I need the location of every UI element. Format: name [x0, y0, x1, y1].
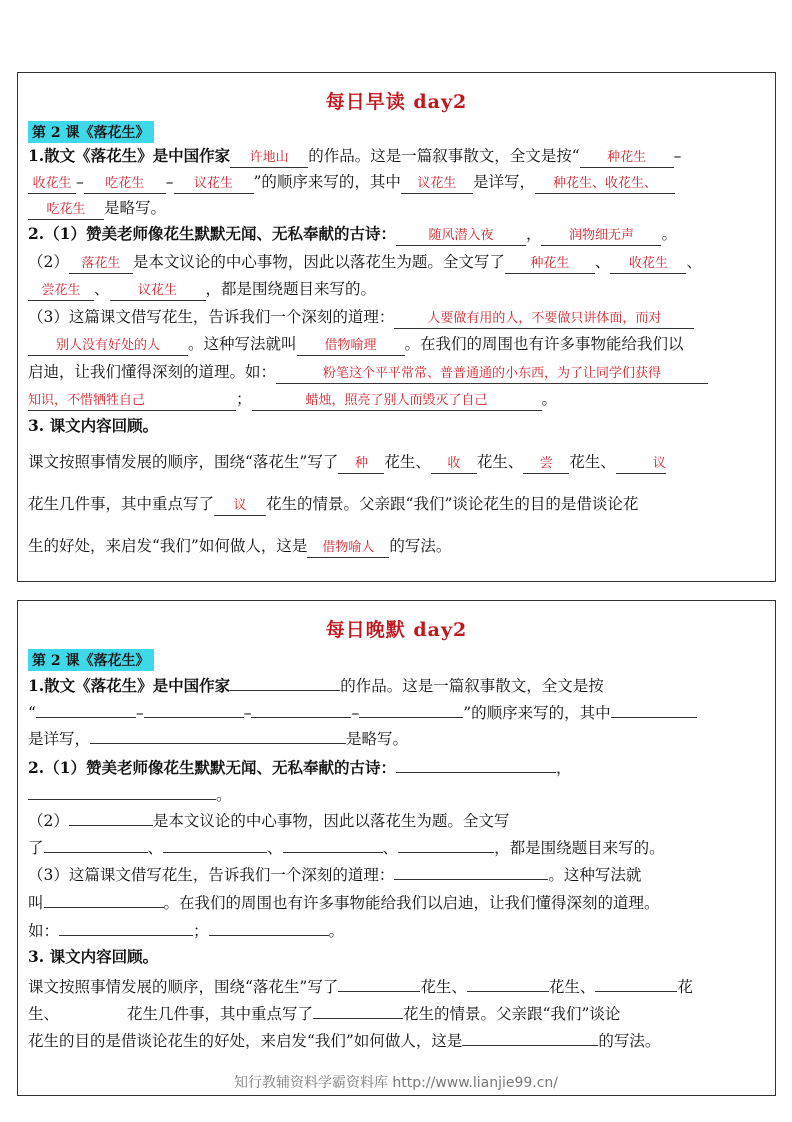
e-q2c-line1: （3）这篇课文借写花生，告诉我们一个深刻的道理： 。这种写法就 — [28, 863, 641, 885]
blank-method[interactable] — [44, 891, 164, 908]
evening-title: 每日晚默 day2 — [325, 619, 468, 641]
m-q1-line3: 吃花生 是略写。 — [28, 198, 166, 220]
answer-detail: 议花生 — [401, 175, 473, 194]
answer-part3: 尝花生 — [28, 282, 94, 301]
answer-brief2: 吃花生 — [28, 201, 104, 220]
answer-discuss: 议 — [616, 455, 666, 474]
answer-harvest: 收 — [431, 455, 477, 474]
lesson-tag: 第 2 课《落花生》 — [28, 649, 154, 671]
e-q2b-line1: （2） 是本文议论的中心事物，因此以落花生为题。全文写 — [28, 809, 509, 831]
e-q1-line1: 1.散文《落花生》是中国作家 的作品。这是一篇叙事散文，全文是按 — [28, 676, 604, 695]
blank-seq1[interactable] — [36, 701, 136, 718]
m-q1-line1: 1.散文《落花生》是中国作家 许地山 的作品。这是一篇叙事散文，全文是按“ 种花生 – — [28, 146, 681, 168]
answer-example2: 蜡烛，照亮了别人而毁灭了自己 — [252, 392, 542, 411]
m-q1-line2: 收花生 – 吃花生 – 议花生 ”的顺序来写的，其中 议花生 是详写， 种花生、收花生、 — [28, 172, 675, 194]
m-q2c-line3: 启迪，让我们懂得深刻的道理。如： 粉笔这个平平常常、普普通通的小东西，为了让同学们获得 — [28, 362, 708, 384]
e-q1-line2: “ – – – ”的顺序来写的，其中 — [28, 701, 697, 723]
answer-seq1: 种花生 — [580, 149, 674, 168]
blank-detail[interactable] — [611, 701, 697, 718]
blank-writing-style[interactable] — [462, 1029, 598, 1046]
blank-part1[interactable] — [44, 836, 148, 853]
answer-poem1: 随风潜入夜 — [396, 227, 526, 246]
answer-part1: 种花生 — [505, 255, 595, 274]
e-q2b-line2: 了 、 、 、 ，都是围绕题目来写的。 — [28, 836, 665, 858]
blank-discuss[interactable] — [59, 1003, 127, 1019]
answer-reason1: 人要做有用的人，不要做只讲体面，而对 — [394, 310, 694, 329]
answer-example1a: 粉笔这个平平常常、普普通通的小东西，为了让同学们获得 — [276, 365, 708, 384]
blank-harvest[interactable] — [467, 975, 549, 992]
e-q2c-line2: 叫 。在我们的周围也有许多事物能给我们以启迪，让我们懂得深刻的道理。 — [28, 891, 660, 913]
blank-part4[interactable] — [398, 836, 494, 853]
e-q3-head: 3. 课文内容回顾。 — [28, 947, 159, 966]
e-q1-line3: 是详写， 是略写。 — [28, 727, 408, 749]
blank-seq3[interactable] — [251, 701, 351, 718]
blank-part2[interactable] — [163, 836, 267, 853]
blank-poem1[interactable] — [396, 756, 556, 773]
lesson-tag: 第 2 课《落花生》 — [28, 121, 154, 143]
blank-taste[interactable] — [595, 975, 677, 992]
m-q3-line1: 课文按照事情发展的顺序，围绕“落花生”写了 种 花生、 收 花生、 尝 花生、 议 — [28, 452, 666, 474]
answer-plant: 种 — [338, 455, 384, 474]
blank-plant[interactable] — [338, 975, 420, 992]
m-q2b-line1: （2） 落花生 是本文议论的中心事物，因此以落花生为题。全文写了 种花生 、 收花生 、 — [28, 252, 702, 274]
e-q3-line3: 花生的目的是借谈论花生的好处，来启发“我们”如何做人，这是 的写法。 — [28, 1029, 660, 1051]
answer-focus: 议 — [214, 497, 266, 516]
blank-poem2[interactable] — [28, 783, 216, 800]
answer-reason2: 别人没有好处的人 — [28, 337, 188, 356]
morning-title: 每日早读 day2 — [325, 91, 468, 113]
answer-center: 落花生 — [69, 255, 133, 274]
answer-method: 借物喻理 — [297, 337, 405, 356]
e-q3-line2: 生、 花生几件事，其中重点写了 花生的情景。父亲跟“我们”谈论 — [28, 1002, 620, 1024]
blank-author[interactable] — [230, 674, 340, 691]
blank-center[interactable] — [69, 809, 153, 826]
blank-reason[interactable] — [394, 863, 548, 880]
blank-seq4[interactable] — [359, 701, 463, 718]
answer-part2: 收花生 — [610, 255, 686, 274]
m-q2c-line1: （3）这篇课文借写花生，告诉我们一个深刻的道理： 人要做有用的人，不要做只讲体面，而对 — [28, 307, 694, 329]
m-q2c-line4: 知识，不惜牺牲自己 ； 蜡烛，照亮了别人而毁灭了自己 。 — [28, 389, 557, 411]
blank-part3[interactable] — [283, 836, 383, 853]
e-q2c-line3: 如： ； 。 — [28, 919, 344, 941]
morning-reading-card — [17, 72, 776, 582]
answer-seq4: 议花生 — [174, 175, 254, 194]
footer-watermark: 知行教辅资料学霸资料库 http://www.lianjie99.cn/ — [233, 1075, 559, 1091]
e-q3-line1: 课文按照事情发展的顺序，围绕“落花生”写了 花生、 花生、 花 — [28, 975, 693, 997]
answer-writing-style: 借物喻人 — [307, 539, 389, 558]
answer-seq2: 收花生 — [28, 175, 76, 194]
answer-brief1: 种花生、收花生、 — [535, 175, 675, 194]
m-q3-line2: 花生几件事，其中重点写了 议 花生的情景。父亲跟“我们”谈论花生的目的是借谈论花 — [28, 494, 638, 516]
m-q3-line3: 生的好处，来启发“我们”如何做人，这是 借物喻人 的写法。 — [28, 536, 451, 558]
answer-taste: 尝 — [523, 455, 569, 474]
m-q3-head: 3. 课文内容回顾。 — [28, 416, 159, 435]
e-q2a-line2: 。 — [28, 783, 232, 805]
m-q2b-line2: 尝花生 、 议花生 ，都是围绕题目来写的。 — [28, 279, 376, 301]
answer-poem2: 润物细无声 — [541, 227, 661, 246]
answer-part4: 议花生 — [110, 282, 206, 301]
evening-dictation-card — [17, 600, 776, 1096]
answer-seq3: 吃花生 — [84, 175, 166, 194]
blank-seq2[interactable] — [144, 701, 244, 718]
m-q2a: 2.（1）赞美老师像花生默默无闻、无私奉献的古诗： 随风潜入夜 ， 润物细无声 。 — [28, 224, 677, 246]
m-q2c-line2: 别人没有好处的人 。这种写法就叫 借物喻理 。在我们的周围也有许多事物能给我们以 — [28, 334, 684, 356]
answer-example1b: 知识，不惜牺牲自己 — [28, 392, 236, 411]
blank-brief[interactable] — [90, 727, 346, 744]
blank-example1[interactable] — [59, 919, 193, 936]
answer-author: 许地山 — [230, 149, 308, 168]
e-q2a-line1: 2.（1）赞美老师像花生默默无闻、无私奉献的古诗： ， — [28, 758, 572, 777]
blank-example2[interactable] — [209, 919, 329, 936]
blank-focus[interactable] — [313, 1002, 403, 1019]
